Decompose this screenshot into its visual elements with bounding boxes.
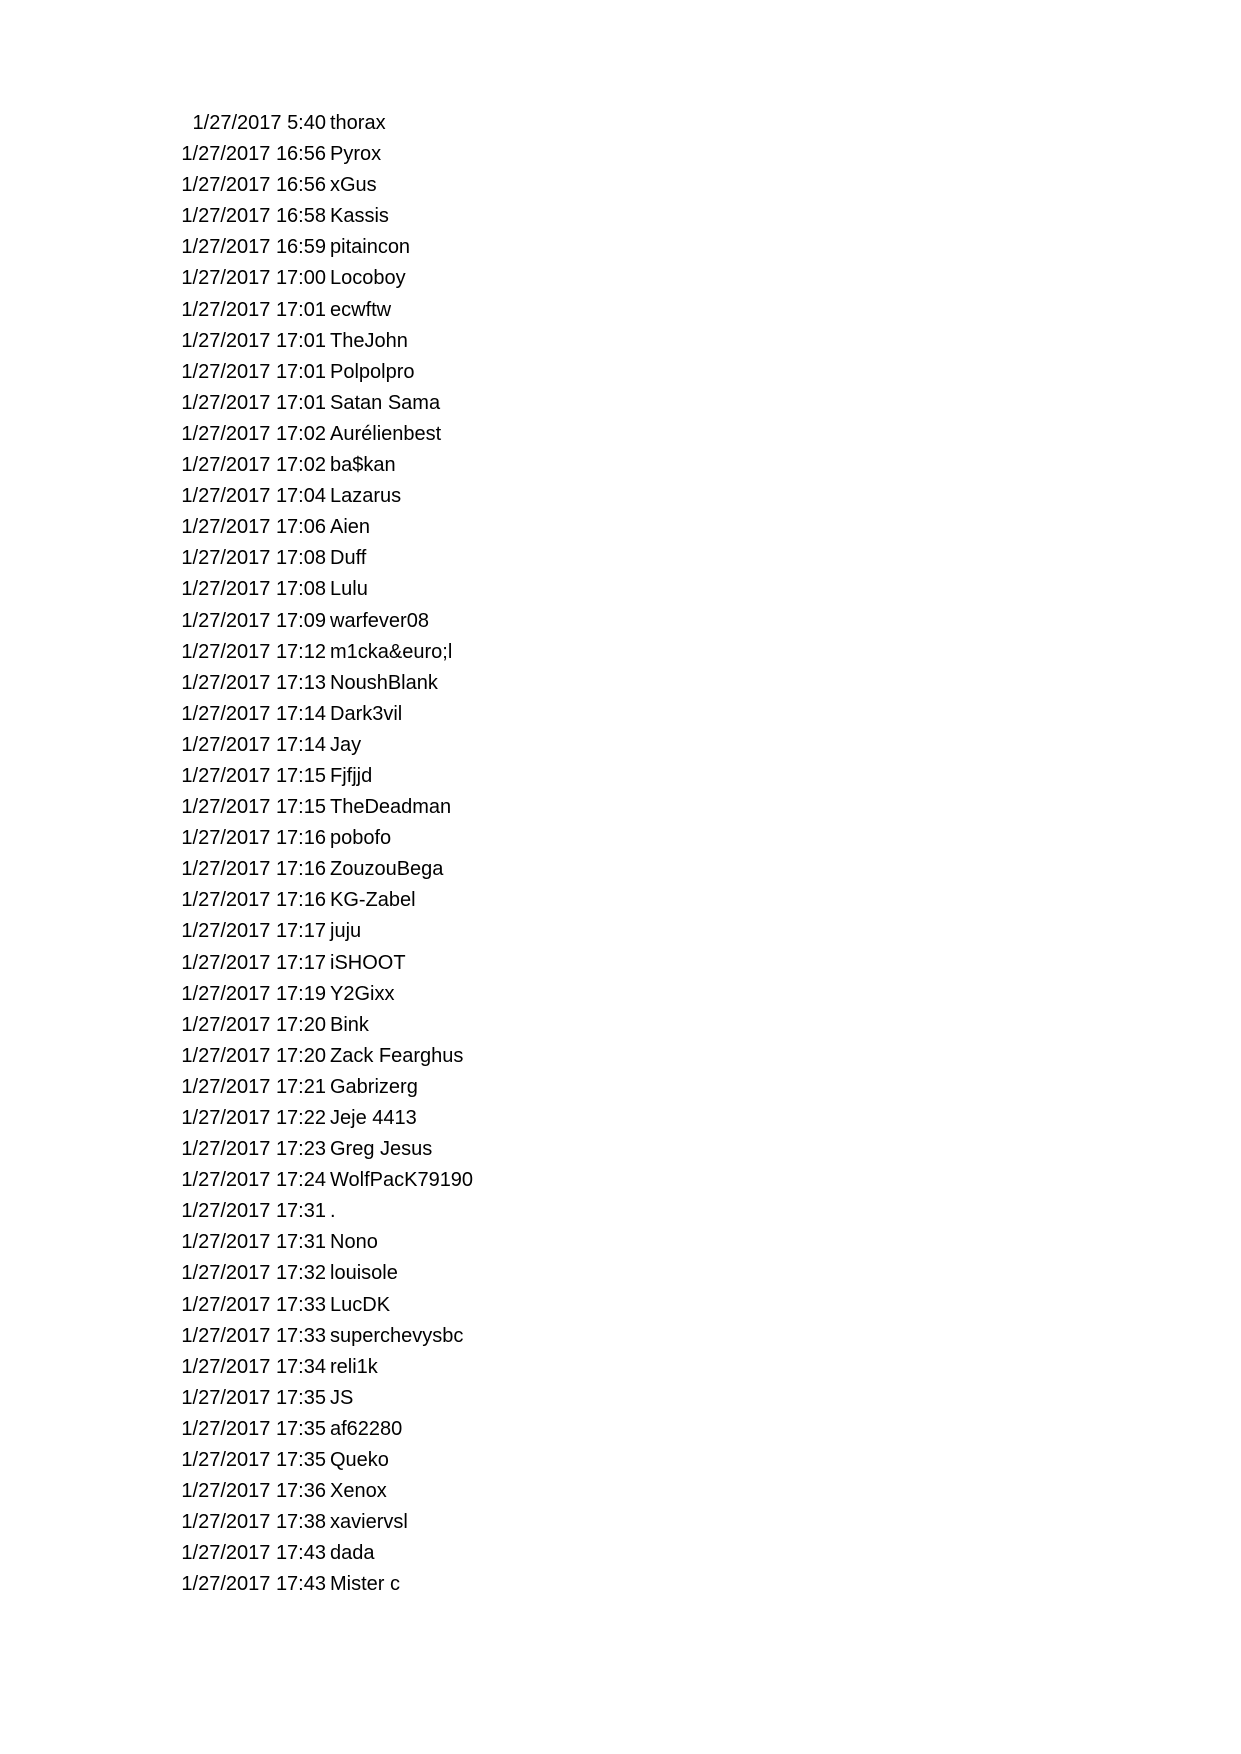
table-row: [0, 543, 1241, 574]
timestamp-cell: 1/27/2017 17:16: [181, 889, 326, 912]
timestamp-cell: 1/27/2017 17:02: [181, 422, 326, 445]
timestamp-cell: 1/27/2017 17:20: [181, 1044, 326, 1067]
table-row: [0, 699, 1241, 730]
name-cell: .: [330, 1200, 336, 1223]
table-row: [0, 1507, 1241, 1538]
name-cell: reli1k: [330, 1355, 378, 1378]
name-cell: WolfPacK79190: [330, 1169, 474, 1192]
table-row: [0, 1103, 1241, 1134]
timestamp-cell: 1/27/2017 17:01: [181, 298, 326, 321]
timestamp-cell: 1/27/2017 17:08: [181, 578, 326, 601]
table-row: [0, 357, 1241, 388]
table-row: [0, 1258, 1241, 1289]
timestamp-cell: 1/27/2017 17:02: [181, 454, 326, 477]
timestamp-cell: 1/27/2017 17:14: [181, 733, 326, 756]
table-row: [0, 326, 1241, 357]
name-cell: Xenox: [330, 1480, 387, 1503]
timestamp-cell: 1/27/2017 17:04: [181, 485, 326, 508]
table-row: [0, 108, 1241, 139]
table-row: [0, 979, 1241, 1010]
timestamp-cell: 1/27/2017 17:43: [181, 1573, 326, 1596]
name-cell: Queko: [330, 1449, 389, 1472]
name-cell: juju: [330, 920, 362, 943]
timestamp-cell: 1/27/2017 16:58: [181, 205, 326, 228]
name-cell: ZouzouBega: [330, 858, 444, 881]
name-cell: TheDeadman: [330, 796, 452, 819]
name-cell: Jay: [330, 733, 362, 756]
table-row: [0, 263, 1241, 294]
name-cell: dada: [330, 1542, 375, 1565]
table-row: [0, 139, 1241, 170]
timestamp-cell: 1/27/2017 17:15: [181, 796, 326, 819]
timestamp-cell: 1/27/2017 17:13: [181, 671, 326, 694]
name-cell: xaviervsl: [330, 1511, 408, 1534]
name-cell: NoushBlank: [330, 671, 438, 694]
timestamp-cell: 1/27/2017 17:19: [181, 982, 326, 1005]
name-cell: Jeje 4413: [330, 1107, 417, 1129]
table-row: [0, 201, 1241, 232]
table-row: [0, 916, 1241, 947]
timestamp-cell: 1/27/2017 16:56: [181, 174, 326, 197]
name-cell: Lulu: [330, 578, 368, 601]
table-row: [0, 948, 1241, 979]
name-cell: KG-Zabel: [330, 889, 416, 912]
table-row: [0, 606, 1241, 637]
table-row: [0, 295, 1241, 326]
timestamp-cell: 1/27/2017 17:14: [181, 702, 326, 725]
name-cell: Bink: [330, 1013, 369, 1036]
name-cell: Greg Jesus: [330, 1138, 433, 1161]
name-cell: Kassis: [330, 205, 389, 228]
name-cell: ba$kan: [330, 454, 396, 477]
name-cell: superchevysbc: [330, 1324, 464, 1347]
name-cell: Duff: [330, 547, 367, 570]
timestamp-cell: 1/27/2017 17:31: [181, 1231, 326, 1254]
name-cell: pitaincon: [330, 236, 411, 259]
table-row: [0, 574, 1241, 605]
timestamp-cell: 1/27/2017 17:08: [181, 547, 326, 570]
timestamp-cell: 1/27/2017 17:12: [181, 640, 326, 663]
table-row: [0, 1352, 1241, 1383]
table-row: [0, 481, 1241, 512]
table-row: [0, 1383, 1241, 1414]
name-cell: Aurélienbest: [330, 422, 442, 445]
table-row: [0, 1538, 1241, 1569]
timestamp-cell: 1/27/2017 17:20: [181, 1013, 326, 1036]
timestamp-cell: 1/27/2017 17:31: [181, 1200, 326, 1223]
table-row: [0, 1072, 1241, 1103]
table-row: [0, 388, 1241, 419]
table-row: [0, 885, 1241, 916]
timestamp-cell: 1/27/2017 17:33: [181, 1324, 326, 1347]
name-cell: Zack Fearghus: [330, 1044, 464, 1067]
timestamp-cell: 1/27/2017 17:33: [181, 1293, 326, 1316]
table-row: [0, 232, 1241, 263]
name-cell: Lazarus: [330, 485, 402, 508]
name-cell: LucDK: [330, 1293, 391, 1316]
timestamp-cell: 1/27/2017 5:40: [192, 112, 326, 134]
table-row: [0, 1569, 1241, 1600]
name-cell: Pyrox: [330, 143, 382, 166]
name-cell: JS: [330, 1386, 354, 1409]
name-cell: Y2Gixx: [330, 982, 395, 1005]
timestamp-cell: 1/27/2017 17:35: [181, 1386, 326, 1409]
name-cell: xGus: [330, 174, 377, 197]
table-row: [0, 1196, 1241, 1227]
table-row: [0, 792, 1241, 823]
table-row: [0, 1134, 1241, 1165]
timestamp-cell: 1/27/2017 17:32: [181, 1262, 326, 1285]
name-cell: Aien: [330, 516, 371, 539]
timestamp-cell: 1/27/2017 17:06: [181, 516, 326, 539]
timestamp-cell: 1/27/2017 17:22: [181, 1107, 326, 1129]
timestamp-cell: 1/27/2017 17:35: [181, 1417, 326, 1440]
timestamp-cell: 1/27/2017 17:01: [181, 391, 326, 414]
name-cell: warfever08: [330, 609, 429, 632]
timestamp-cell: 1/27/2017 17:24: [181, 1169, 326, 1192]
timestamp-cell: 1/27/2017 17:34: [181, 1355, 326, 1378]
spreadsheet-printout: [0, 108, 1241, 1601]
name-cell: TheJohn: [330, 329, 408, 352]
name-cell: Locoboy: [330, 267, 406, 290]
timestamp-cell: 1/27/2017 17:35: [181, 1449, 326, 1472]
name-cell: Fjfjjd: [330, 764, 373, 787]
name-cell: iSHOOT: [330, 951, 406, 974]
table-row: [0, 1476, 1241, 1507]
timestamp-cell: 1/27/2017 17:17: [181, 951, 326, 974]
timestamp-cell: 1/27/2017 17:01: [181, 360, 326, 383]
table-row: [0, 1290, 1241, 1321]
timestamp-cell: 1/27/2017 17:15: [181, 764, 326, 787]
table-row: [0, 1041, 1241, 1072]
timestamp-cell: 1/27/2017 17:17: [181, 920, 326, 943]
name-cell: pobofo: [330, 827, 392, 850]
name-cell: louisole: [330, 1262, 398, 1285]
name-cell: Polpolpro: [330, 360, 415, 383]
timestamp-cell: 1/27/2017 17:01: [181, 329, 326, 352]
table-row: [0, 761, 1241, 792]
timestamp-cell: 1/27/2017 17:21: [181, 1075, 326, 1098]
name-cell: Satan Sama: [330, 391, 441, 414]
table-row: [0, 419, 1241, 450]
timestamp-cell: 1/27/2017 17:00: [181, 267, 326, 290]
table-row: [0, 170, 1241, 201]
table-row: [0, 854, 1241, 885]
timestamp-cell: 1/27/2017 17:43: [181, 1542, 326, 1565]
table-row: [0, 450, 1241, 481]
name-cell: thorax: [330, 112, 386, 134]
table-row: [0, 668, 1241, 699]
name-cell: Dark3vil: [330, 702, 403, 725]
table-row: [0, 1321, 1241, 1352]
timestamp-cell: 1/27/2017 16:59: [181, 236, 326, 259]
timestamp-cell: 1/27/2017 17:36: [181, 1480, 326, 1503]
timestamp-cell: 1/27/2017 17:16: [181, 827, 326, 850]
timestamp-cell: 1/27/2017 17:09: [181, 609, 326, 632]
name-cell: Mister c: [330, 1573, 400, 1596]
name-cell: Gabrizerg: [330, 1075, 418, 1098]
timestamp-cell: 1/27/2017 17:38: [181, 1511, 326, 1534]
table-row: [0, 1010, 1241, 1041]
table-row: [0, 512, 1241, 543]
timestamp-cell: 1/27/2017 16:56: [181, 143, 326, 166]
timestamp-cell: 1/27/2017 17:16: [181, 858, 326, 881]
table-row: [0, 823, 1241, 854]
table-row: [0, 1165, 1241, 1196]
name-cell: af62280: [330, 1417, 403, 1440]
name-cell: ecwftw: [330, 298, 392, 321]
table-row: [0, 637, 1241, 668]
timestamp-cell: 1/27/2017 17:23: [181, 1138, 326, 1161]
table-row: [0, 1414, 1241, 1445]
table-row: [0, 1227, 1241, 1258]
table-row: [0, 730, 1241, 761]
name-cell: m1cka&euro;l: [330, 640, 453, 663]
table-row: [0, 1445, 1241, 1476]
name-cell: Nono: [330, 1231, 378, 1254]
